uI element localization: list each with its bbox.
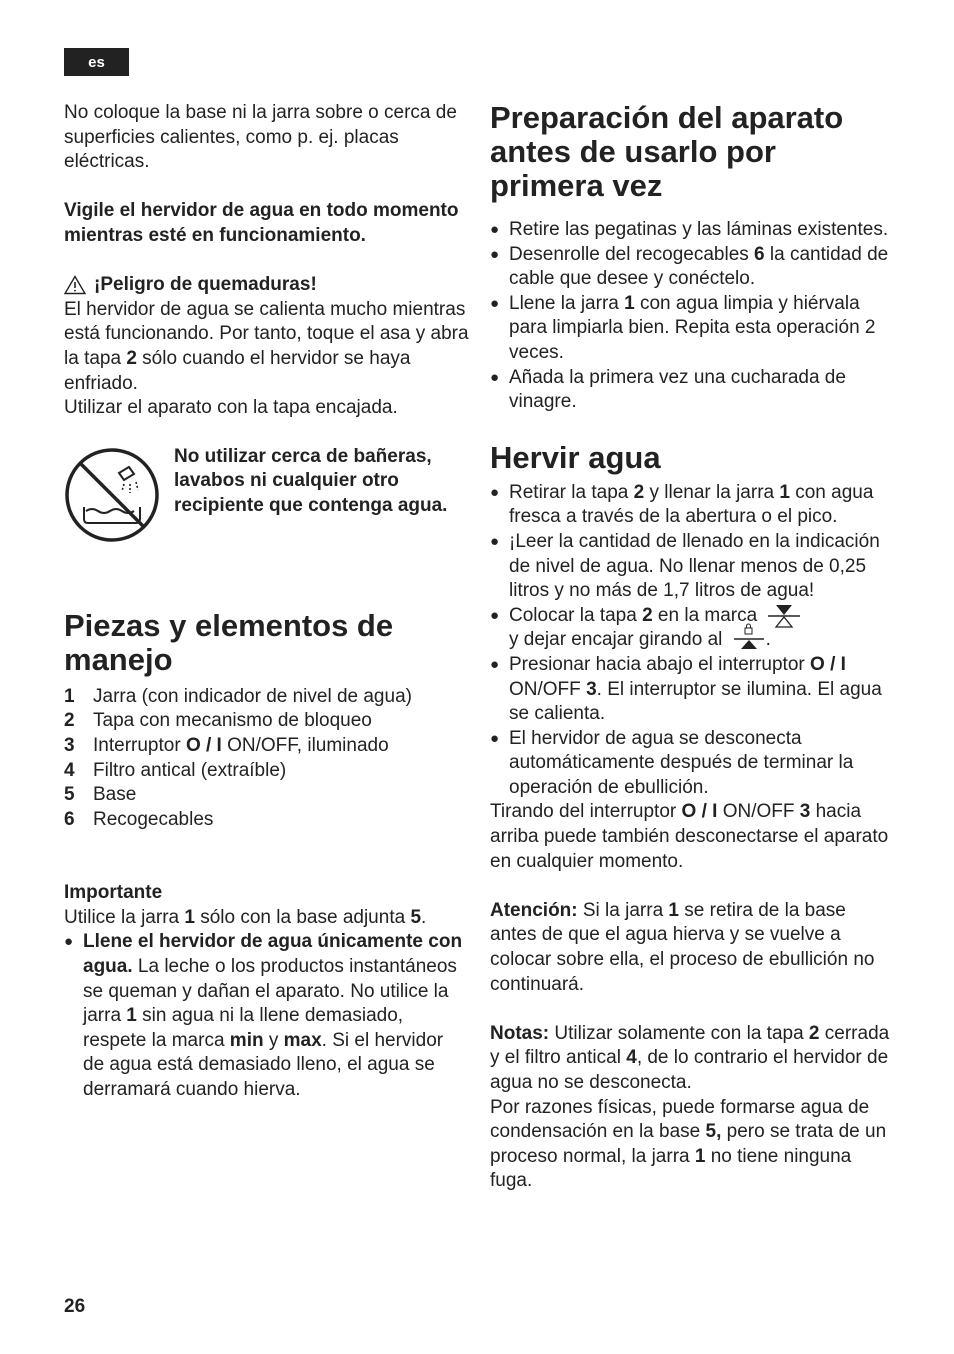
list-item: ● Llene el hervidor de agua únicamente con agua. La leche o los productos instantáneos se queman y dañan el aparato. No utilice la jarra 1 sin agua ni la llene demasiado, respete la marca min y max. Si el hervidor de agua está demasiado lleno, el agua se derramará cuando hierva.	[64, 930, 469, 1102]
supervise-note: Vigile el hervidor de agua en todo momento mientras esté en funcionamiento.	[64, 200, 459, 246]
parts-list	[64, 685, 469, 833]
condensation-note: Por razones físicas, puede formarse agua de condensación en la base 5, pero se trata de un proceso normal, la jarra 1 no tiene ninguna fuga.	[490, 1096, 887, 1192]
list-item: 5 Base	[64, 784, 137, 806]
list-item: 3 Interruptor O / I ON/OFF, iluminado	[64, 734, 389, 756]
warning-triangle-icon	[64, 275, 86, 295]
no-water-vessel-icon	[64, 447, 160, 543]
boil-water-list	[490, 481, 895, 801]
list-item: ● ¡Leer la cantidad de llenado en la indicación de nivel de agua. No llenar menos de 0,25 litros y no más de 1,7 litros de agua!	[490, 530, 895, 604]
language-tag: es	[64, 48, 129, 76]
list-item: 2 Tapa con mecanismo de bloqueo	[64, 710, 372, 732]
list-item: ● Desenrolle del recogecables 6 la cantidad de cable que desee y conéctelo.	[490, 243, 895, 292]
list-item: ● Retire las pegatinas y las láminas existentes.	[490, 218, 895, 243]
lid-fitted-note: Utilizar el aparato con la tapa encajada.	[64, 397, 398, 419]
right-column	[490, 101, 895, 1194]
burn-warning-text: El hervidor de agua se calienta mucho mientras está funcionando. Por tanto, toque el asa y abra la tapa 2 sólo cuando el hervidor se haya enfriado.	[64, 298, 469, 394]
boil-water-heading: Hervir agua	[490, 439, 661, 475]
notes-paragraph: Notas: Utilizar solamente con la tapa 2 cerrada y el filtro antical 4, de lo contrario el hervidor de agua no se desconecta.	[490, 1022, 890, 1094]
water-proximity-notice	[64, 447, 469, 543]
important-bullets	[64, 930, 469, 1102]
left-column	[64, 101, 469, 1103]
list-item: ● El hervidor de agua se desconecta automáticamente después de terminar la operación de ebullición.	[490, 727, 895, 801]
water-proximity-text: No utilizar cerca de bañeras, lavabos ni cualquier otro recipiente que contenga agua.	[174, 445, 448, 516]
list-item: ● Colocar la tapa 2 en la marca y dejar encajar girando al .	[490, 604, 895, 653]
burn-warning-title	[64, 273, 469, 298]
list-item: 6 Recogecables	[64, 808, 214, 830]
lock-mark-icon	[732, 623, 766, 649]
attention-note: Atención: Si la jarra 1 se retira de la base antes de que el agua hierva y se vuelve a colocar sobre ella, el proceso de ebullición no continuará.	[490, 899, 875, 995]
important-text: Utilice la jarra 1 sólo con la base adjunta 5.	[64, 906, 427, 928]
preparation-list	[490, 218, 895, 415]
list-item: 1 Jarra (con indicador de nivel de agua)	[64, 685, 412, 707]
page-number: 26	[64, 1296, 86, 1317]
list-item: 4 Filtro antical (extraíble)	[64, 759, 287, 781]
list-item: ● Retirar la tapa 2 y llenar la jarra 1 con agua fresca a través de la abertura o el pico.	[490, 481, 895, 530]
list-item: ● Llene la jarra 1 con agua limpia y hiérvala para limpiarla bien. Repita esta operación 2 veces.	[490, 292, 895, 366]
parts-heading: Piezas y elementos de manejo	[64, 607, 394, 677]
list-item: ● Añada la primera vez una cucharada de vinagre.	[490, 366, 895, 415]
burn-warning-label: ¡Peligro de quemaduras!	[94, 274, 317, 296]
switch-off-note: Tirando del interruptor O / I ON/OFF 3 hacia arriba puede también desconectarse el aparato en cualquier momento.	[490, 801, 889, 872]
preparation-heading: Preparación del aparato antes de usarlo por primera vez	[490, 100, 844, 203]
hot-surface-warning: No coloque la base ni la jarra sobre o cerca de superficies calientes, como p. ej. placas eléctricas.	[64, 102, 457, 173]
list-item: ● Presionar hacia abajo el interruptor O / I ON/OFF 3. El interruptor se ilumina. El agua se calienta.	[490, 653, 895, 727]
important-heading: Importante	[64, 882, 163, 904]
lid-mark-icon	[766, 604, 802, 628]
